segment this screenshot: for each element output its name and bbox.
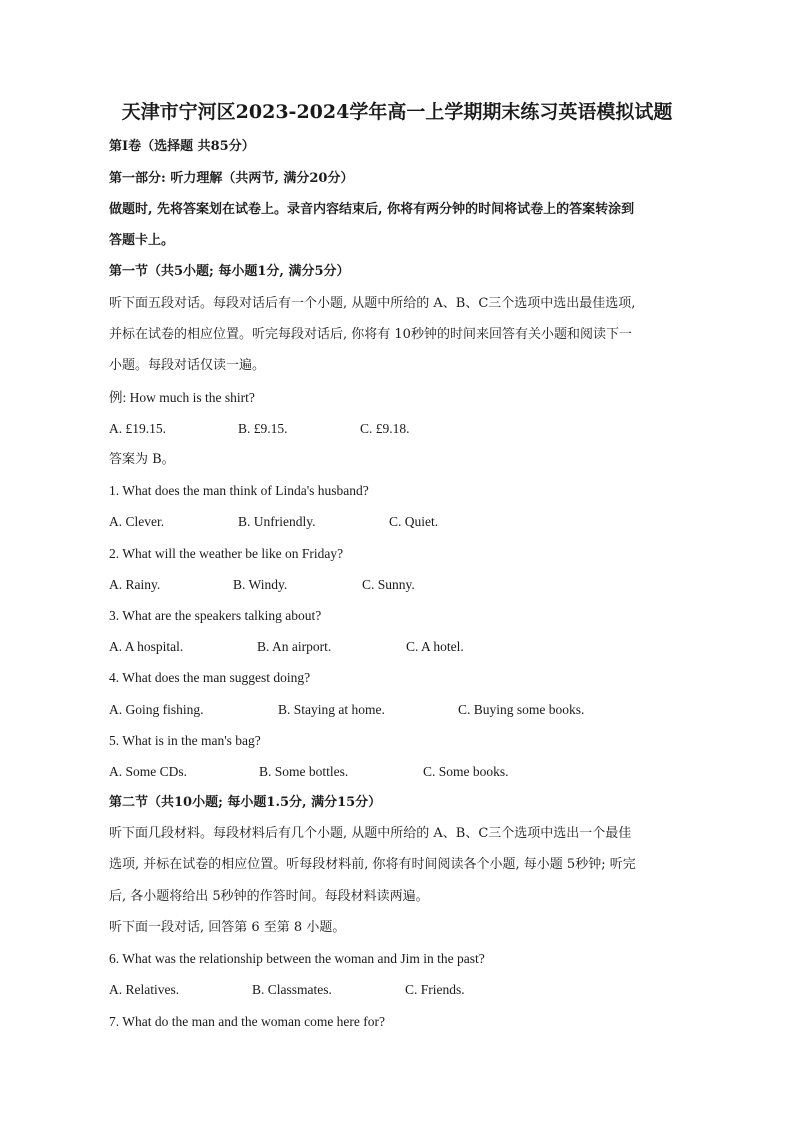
question-4: 4. What does the man suggest doing? bbox=[109, 670, 311, 685]
section1-instruction-line1: 听下面五段对话。每段对话后有一个小题, 从题中所给的 A、B、C三个选项中选出最佳选项, bbox=[109, 296, 636, 311]
section2-heading: 第二节（共10小题; 每小题1.5分, 满分15分） bbox=[109, 795, 382, 810]
question-5-option-c: C. Some books. bbox=[423, 764, 509, 779]
part1-heading: 第一部分: 听力理解（共两节, 满分20分） bbox=[109, 171, 354, 186]
question-3-option-a: A. A hospital. bbox=[109, 639, 184, 654]
part1-instruction-line1: 做题时, 先将答案划在试卷上。录音内容结束后, 你将有两分钟的时间将试卷上的答案转涂到 bbox=[109, 202, 635, 217]
question-6-option-a: A. Relatives. bbox=[109, 982, 180, 997]
question-3: 3. What are the speakers talking about? bbox=[109, 608, 322, 623]
example-answer: 答案为 B。 bbox=[109, 452, 175, 467]
example-question: 例: How much is the shirt? bbox=[109, 390, 255, 405]
example-option-b: B. £9.15. bbox=[238, 421, 288, 436]
section2-instruction-line1: 听下面几段材料。每段材料后有几个小题, 从题中所给的 A、B、C三个选项中选出一个最佳 bbox=[109, 826, 632, 841]
question-2-option-c: C. Sunny. bbox=[362, 577, 415, 592]
section2-instruction-line3: 后, 各小题将给出 5秒钟的作答时间。每段材料读两遍。 bbox=[109, 889, 429, 904]
question-5-option-a: A. Some CDs. bbox=[109, 764, 188, 779]
question-5-option-b: B. Some bottles. bbox=[259, 764, 349, 779]
volume-heading: 第I卷（选择题 共85分） bbox=[109, 139, 255, 154]
section1-instruction-line2: 并标在试卷的相应位置。听完每段对话后, 你将有 10秒钟的时间来回答有关小题和阅读下一 bbox=[109, 327, 632, 342]
page-title: 天津市宁河区2023-2024学年高一上学期期末练习英语模拟试题 bbox=[121, 101, 673, 123]
section1-heading: 第一节（共5小题; 每小题1分, 满分5分） bbox=[109, 264, 350, 279]
question-5: 5. What is in the man's bag? bbox=[109, 733, 261, 748]
question-1-option-b: B. Unfriendly. bbox=[238, 514, 316, 529]
question-2-option-b: B. Windy. bbox=[233, 577, 288, 592]
section2-group-intro: 听下面一段对话, 回答第 6 至第 8 小题。 bbox=[109, 920, 346, 935]
question-3-option-b: B. An airport. bbox=[257, 639, 332, 654]
question-4-option-c: C. Buying some books. bbox=[458, 702, 585, 717]
section1-instruction-line3: 小题。每段对话仅读一遍。 bbox=[109, 358, 266, 373]
question-1-option-a: A. Clever. bbox=[109, 514, 165, 529]
question-2-option-a: A. Rainy. bbox=[109, 577, 161, 592]
question-2: 2. What will the weather be like on Friday? bbox=[109, 546, 344, 561]
question-1: 1. What does the man think of Linda's husband? bbox=[109, 483, 369, 498]
question-7: 7. What do the man and the woman come here for? bbox=[109, 1014, 386, 1029]
part1-instruction-line2: 答题卡上。 bbox=[109, 233, 175, 248]
question-3-option-c: C. A hotel. bbox=[406, 639, 464, 654]
question-4-option-a: A. Going fishing. bbox=[109, 702, 204, 717]
question-6-option-c: C. Friends. bbox=[405, 982, 465, 997]
section2-instruction-line2: 选项, 并标在试卷的相应位置。听每段材料前, 你将有时间阅读各个小题, 每小题 5秒钟; 听完 bbox=[109, 857, 636, 872]
question-6-option-b: B. Classmates. bbox=[252, 982, 332, 997]
example-option-a: A. £19.15. bbox=[109, 421, 166, 436]
question-6: 6. What was the relationship between the woman and Jim in the past? bbox=[109, 951, 485, 966]
question-4-option-b: B. Staying at home. bbox=[278, 702, 385, 717]
question-1-option-c: C. Quiet. bbox=[389, 514, 439, 529]
example-option-c: C. £9.18. bbox=[360, 421, 410, 436]
